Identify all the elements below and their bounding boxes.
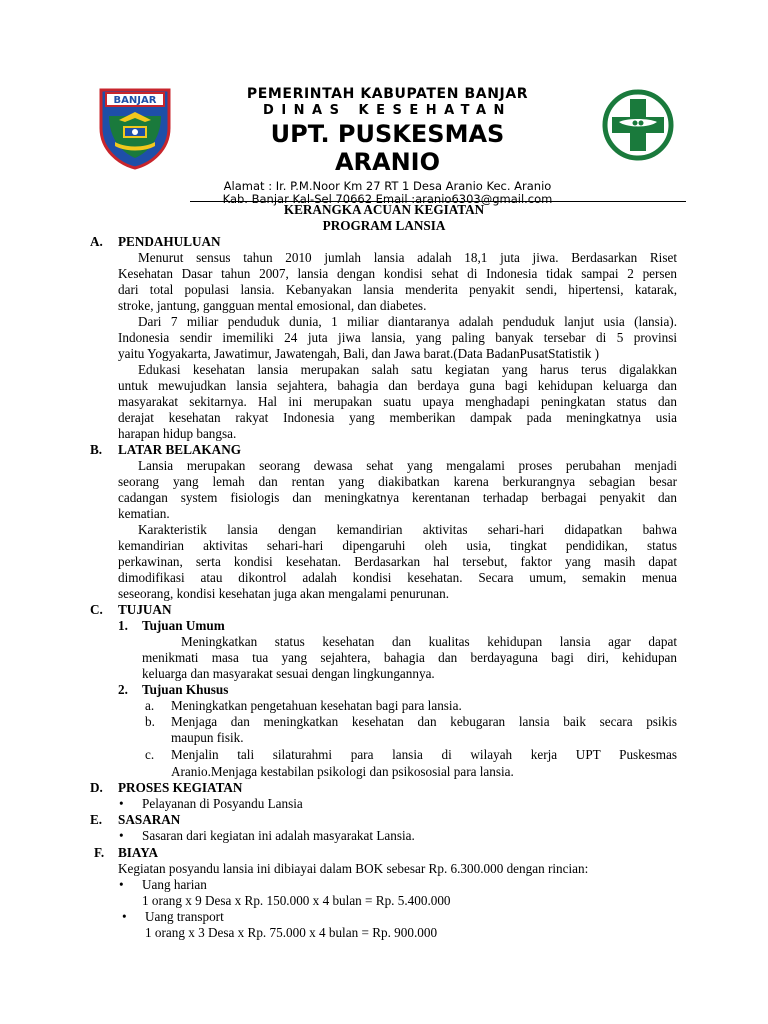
section-letter-d: D. xyxy=(90,780,103,795)
banjar-logo-text: BANJAR xyxy=(113,95,157,106)
paragraph-line: seorang yang lemah dan rentan yang diakibatkan karena berkurangnya sebagian besar xyxy=(118,474,677,489)
list-item: Meningkatkan pengetahuan kesehatan bagi para lansia. xyxy=(171,698,462,713)
paragraph-line: untuk mewujudkan lansia sejahtera, bahagia dan berdaya guna bagi kehidupan keluarga dan xyxy=(118,378,677,393)
kop-department-name: DINAS KESEHATAN xyxy=(263,103,512,118)
paragraph-line: seseorang, kondisi kesehatan juga akan mengalami penurunan. xyxy=(118,586,450,601)
section-letter-b: B. xyxy=(90,442,103,457)
list-item-continued: Aranio.Menjaga kestabilan psikologi dan psikososial para lansia. xyxy=(171,764,514,779)
paragraph-line: kemandirian aktivitas sehari-hari dipengaruhi oleh usia, tingkat pendidikan, status xyxy=(118,538,677,553)
section-heading-sasaran: SASARAN xyxy=(118,812,181,827)
list-item: Menjaga dan meningkatkan kesehatan dan kebugaran lansia baik secara psikis xyxy=(171,714,677,729)
cost-calculation: 1 orang x 3 Desa x Rp. 75.000 x 4 bulan = Rp. 900.000 xyxy=(145,925,438,940)
paragraph-line: yaitu Yogyakarta, Jawatimur, Jawatengah, Bali, dan Jawa barat.(Data BadanPusatStatistik ) xyxy=(118,346,600,361)
paragraph-line: cadangan system fisiologis dan meningkatnya kerentanan terhadap berbagai penyakit dan xyxy=(118,490,677,505)
list-marker: b. xyxy=(145,714,155,729)
paragraph-line: perkawinan, serta kondisi kesehatan. Berdasarkan hal tersebut, faktor yang masih dapat xyxy=(118,554,677,569)
bullet-item: • Uang harian xyxy=(142,877,207,893)
kop-address-line-2: Kab. Banjar Kal-Sel 70662 Email :aranio6303@gmail.com xyxy=(222,192,553,206)
kop-address-line-1: Alamat : Ir. P.M.Noor Km 27 RT 1 Desa Aranio Kec. Aranio xyxy=(223,179,552,193)
cost-calculation: 1 orang x 9 Desa x Rp. 150.000 x 4 bulan = Rp. 5.400.000 xyxy=(142,893,451,908)
list-marker: c. xyxy=(145,747,155,762)
bullet-item: • Pelayanan di Posyandu Lansia xyxy=(142,796,303,812)
subsection-number: 1. xyxy=(118,618,128,633)
section-heading-pendahuluan: PENDAHULUAN xyxy=(118,234,221,249)
section-letter-f: F. xyxy=(94,845,105,860)
paragraph-line: Edukasi kesehatan lansia merupakan salah satu kegiatan yang harus terus digalakkan xyxy=(138,362,677,377)
paragraph-line: Karakteristik lansia dengan kemandirian aktivitas sehari-hari didapatkan bahwa xyxy=(138,522,677,537)
subsection-heading-tujuan-khusus: Tujuan Khusus xyxy=(142,682,229,697)
section-heading-latar-belakang: LATAR BELAKANG xyxy=(118,442,241,457)
paragraph-line: Menurut sensus tahun 2010 jumlah lansia adalah 18,1 juta jiwa. Berdasarkan Riset xyxy=(138,250,677,265)
letterhead xyxy=(190,86,585,206)
paragraph-line: derajat kesehatan rakyat Indonesia yang memberikan dampak pada meningkatnya usia xyxy=(118,410,677,425)
section-heading-proses-kegiatan: PROSES KEGIATAN xyxy=(118,780,243,795)
section-letter-a: A. xyxy=(90,234,103,249)
paragraph-line: menikmati masa tua yang sejahtera, bahagia dan berdayaguna bagi diri, kehidupan xyxy=(142,650,677,665)
paragraph-line: masyarakat sekitarnya. Hal ini merupakan suatu upaya menghadapi peningkatan status dan xyxy=(118,394,677,409)
paragraph-line: Kesehatan Dasar tahun 2007, lansia dengan kondisi sehat di Indonesia tidak sampai 2 persen xyxy=(118,266,677,281)
paragraph-line: Lansia merupakan seorang dewasa sehat yang mengalami proses perubahan menjadi xyxy=(138,458,677,473)
paragraph-line: stroke, jantung, gangguan mental emosional, dan diabetes. xyxy=(118,298,427,313)
paragraph-line: kematian. xyxy=(118,506,170,521)
kop-institution-place: ARANIO xyxy=(334,148,441,176)
list-marker: a. xyxy=(145,698,155,713)
paragraph-line: Indonesia sendir imemiliki 24 juta jiwa lansia, yang paling banyak tersebar di 5 provinsi xyxy=(118,330,677,345)
bullet-item: • Sasaran dari kegiatan ini adalah masyarakat Lansia. xyxy=(142,828,415,844)
section-heading-biaya: BIAYA xyxy=(118,845,159,860)
paragraph-line: Kegiatan posyandu lansia ini dibiayai dalam BOK sebesar Rp. 6.300.000 dengan rincian: xyxy=(118,861,589,876)
kop-government-name: PEMERINTAH KABUPATEN BANJAR xyxy=(246,86,529,102)
puskesmas-cross-logo xyxy=(595,86,681,164)
section-letter-c: C. xyxy=(90,602,103,617)
paragraph-line: dimodifikasi atau dikontrol adalah kondisi kesehatan. Secara umum, semakin menua xyxy=(118,570,677,585)
list-item: Menjalin tali silaturahmi para lansia di wilayah kerja UPT Puskesmas xyxy=(171,747,677,762)
document-title: KERANGKA ACUAN KEGIATAN xyxy=(283,202,485,217)
section-letter-e: E. xyxy=(90,812,103,827)
paragraph-line: harapan hidup bangsa. xyxy=(118,426,237,441)
paragraph-line: Meningkatkan status kesehatan dan kualitas kehidupan lansia agar dapat xyxy=(181,634,677,649)
document-subtitle: PROGRAM LANSIA xyxy=(322,218,446,233)
banjar-crest-logo xyxy=(95,86,175,170)
bullet-item: • Uang transport xyxy=(145,909,224,925)
subsection-heading-tujuan-umum: Tujuan Umum xyxy=(142,618,225,633)
paragraph-line: dari total populasi lansia. Kebanyakan lansia menderita penyakit sendi, hipertensi, katarak, xyxy=(118,282,677,297)
subsection-number: 2. xyxy=(118,682,128,697)
paragraph-line: Dari 7 miliar penduduk dunia, 1 miliar diantaranya adalah penduduk lanjut usia (lansia). xyxy=(138,314,677,329)
section-heading-tujuan: TUJUAN xyxy=(118,602,172,617)
paragraph-line: keluarga dan masyarakat sesuai dengan lingkungannya. xyxy=(142,666,435,681)
list-item-continued: maupun fisik. xyxy=(171,730,244,745)
kop-institution-name: UPT. PUSKESMAS xyxy=(270,120,505,148)
